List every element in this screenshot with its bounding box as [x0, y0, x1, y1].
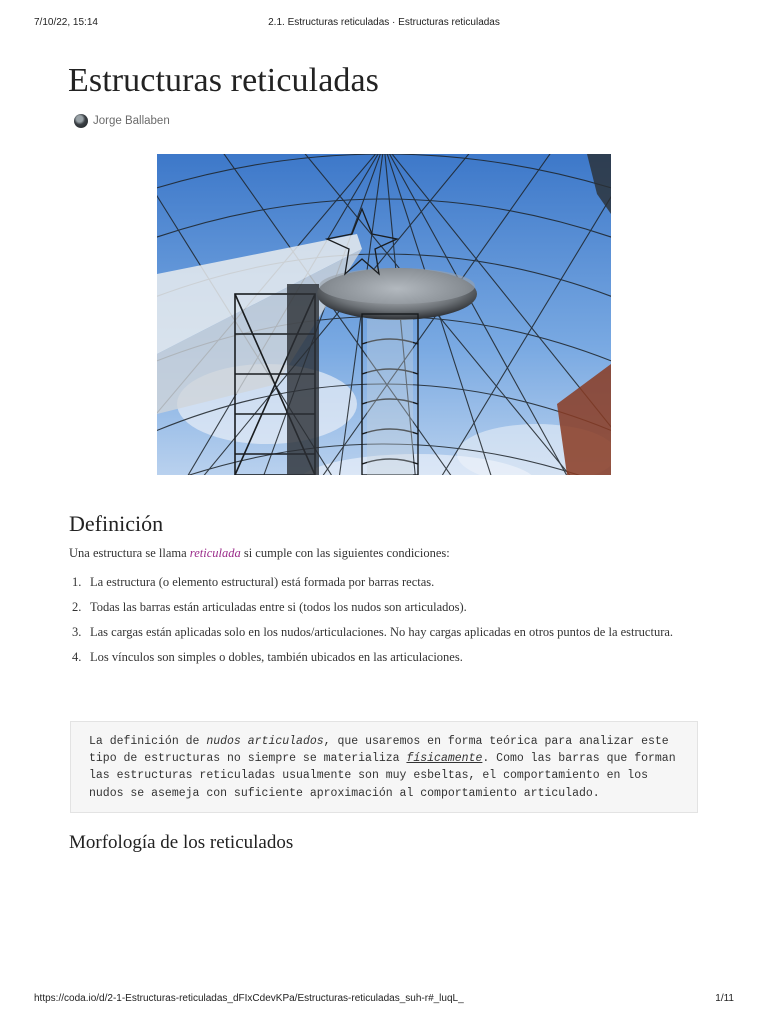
- callout-emphasis: nudos articulados: [206, 735, 324, 748]
- print-header: [0, 17, 768, 31]
- morphology-heading: Morfología de los reticulados: [69, 832, 294, 853]
- list-item: [69, 648, 694, 667]
- callout-underlined: físicamente: [406, 752, 483, 766]
- list-item-text: Las cargas están aplicadas solo en los nudos/articulaciones. No hay cargas aplicadas en otros puntos de la estructura.: [90, 625, 674, 639]
- list-item-text: Todas las barras están articuladas entre si (todos los nudos son articulados).: [90, 600, 467, 614]
- list-number: 3.: [72, 625, 82, 639]
- callout-box: [70, 721, 698, 813]
- list-number: 1.: [72, 575, 82, 589]
- list-item: [69, 623, 694, 642]
- callout-text: , que usaremos en forma teórica para analizar este tipo de estructuras no siempre se materializa: [89, 735, 669, 766]
- avatar: [74, 114, 88, 128]
- print-page-title: 2.1. Estructuras reticuladas · Estructuras reticuladas: [268, 17, 500, 28]
- list-number: 4.: [72, 650, 82, 664]
- print-footer: [0, 993, 768, 1007]
- list-item-text: La estructura (o elemento estructural) está formada por barras rectas.: [90, 575, 435, 589]
- list-item-text: Los vínculos son simples o dobles, también ubicados en las articulaciones.: [90, 650, 463, 664]
- intro-emphasis: reticulada: [189, 546, 241, 560]
- list-item: [69, 598, 694, 617]
- definition-heading: Definición: [69, 511, 164, 536]
- list-number: 2.: [72, 600, 82, 614]
- print-date: 7/10/22, 15:14: [34, 17, 98, 28]
- callout-text: La definición de: [89, 735, 207, 748]
- author-name[interactable]: Jorge Ballaben: [93, 115, 170, 127]
- print-url: https://coda.io/d/2-1-Estructuras-reticuladas_dFIxCdevKPa/Estructuras-reticuladas_suh-r#_luqL_: [34, 993, 464, 1004]
- conditions-list: [69, 573, 694, 673]
- intro-text-end: si cumple con las siguientes condiciones:: [240, 546, 450, 560]
- document-title: Estructuras reticuladas: [68, 62, 380, 99]
- callout-text: . Como las barras que forman las estructuras reticuladas usualmente son muy esbeltas, el comportamiento en los nudos se asemeja con suficiente aproximación al comportamiento articulado.: [89, 752, 676, 800]
- definition-intro: [69, 546, 450, 561]
- hero-image-dome: [157, 154, 611, 475]
- author-byline[interactable]: [74, 113, 170, 129]
- list-item: [69, 573, 694, 592]
- page-number: 1/11: [715, 993, 734, 1004]
- intro-text-start: Una estructura se llama: [69, 546, 190, 560]
